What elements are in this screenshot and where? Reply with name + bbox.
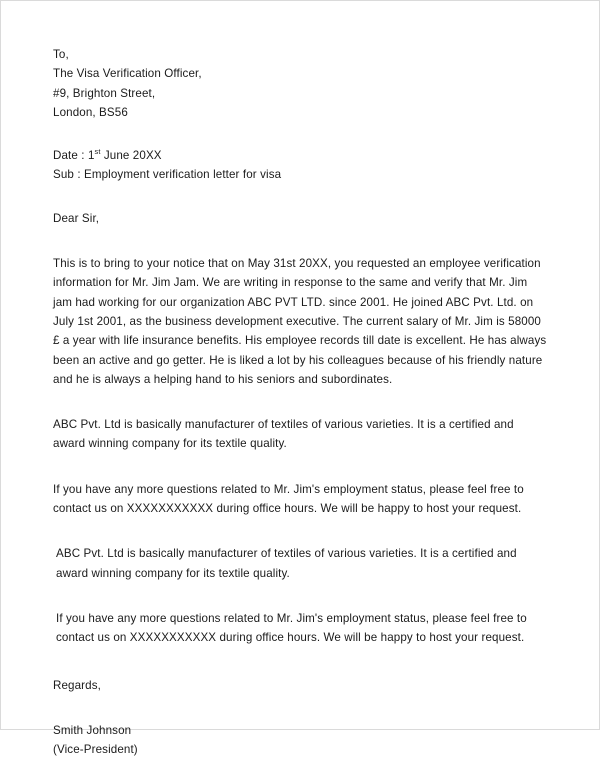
date-label: Date : xyxy=(53,149,88,163)
recipient-line-3: London, BS56 xyxy=(53,105,128,119)
body-paragraph-2: ABC Pvt. Ltd is basically manufacturer of textiles of various varieties. It is a certified and award winning company for its textile quality. xyxy=(53,418,514,451)
body-paragraph-5: If you have any more questions related to Mr. Jim's employment status, please feel free to contact us on XXXXXXXXXXX during office hours. We will be happy to host your request. xyxy=(56,611,527,645)
date-rest: June 20XX xyxy=(100,149,162,163)
recipient-line-2: #9, Brighton Street, xyxy=(53,86,156,100)
recipient-line-1: The Visa Verification Officer, xyxy=(53,67,202,81)
letter-body xyxy=(53,45,549,759)
body-paragraph-4: ABC Pvt. Ltd is basically manufacturer of textiles of various varieties. It is a certified and award winning company for its textile quality. xyxy=(56,547,517,580)
body-paragraph-3: If you have any more questions related to Mr. Jim's employment status, please feel free to contact us on XXXXXXXXXXX during office hours. We will be happy to host your request. xyxy=(53,482,524,516)
signature-block xyxy=(53,721,549,759)
closing-regards: Regards, xyxy=(53,678,101,692)
signer-title: (Vice-President) xyxy=(53,743,138,757)
closing-regards-block xyxy=(53,676,549,695)
recipient-salutation-prefix: To, xyxy=(53,48,69,61)
subject-line: Sub : Employment verification letter for visa xyxy=(53,168,282,182)
date-ordinal-suffix: st xyxy=(94,147,101,157)
date-day: 1 xyxy=(87,149,95,163)
salutation-block xyxy=(53,209,549,228)
recipient-address-block xyxy=(53,45,549,122)
signer-name: Smith Johnson xyxy=(53,723,132,737)
letter-meta-block xyxy=(53,146,549,185)
date-line xyxy=(53,146,549,165)
body-paragraph-1: This is to bring to your notice that on May 31st 20XX, you requested an employee verification information for Mr. Jim Jam. We are writing in response to the same and verify that Mr. Jim jam had working for our organization ABC PVT LTD. since 2001. He joined ABC Pvt. Ltd. on July 1st 2001, as the business development executive. The current salary of Mr. Jim is 58000 £ a year with life insurance benefits. His employee records till date is excellent. He has always been an active and go getter. He is liked a lot by his colleagues because of his friendly nature and he is always a helping hand to his seniors and subordinates. xyxy=(53,257,547,386)
salutation: Dear Sir, xyxy=(53,211,100,225)
